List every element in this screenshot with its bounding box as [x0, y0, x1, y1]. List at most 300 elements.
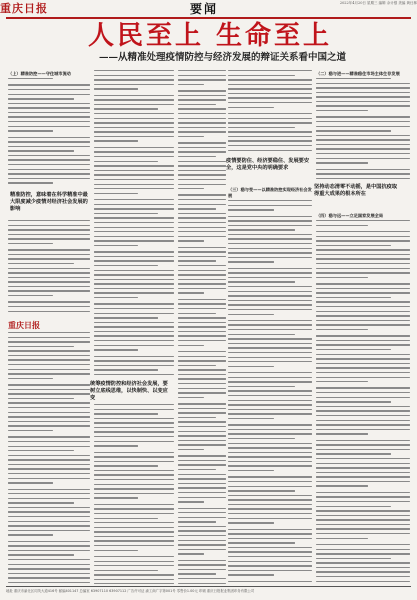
body-text-block: [228, 200, 312, 584]
text-line: [178, 265, 226, 266]
text-line: [8, 295, 53, 296]
text-line: [94, 104, 174, 105]
text-line: [94, 204, 174, 205]
text-line: [316, 387, 410, 388]
text-line: [178, 526, 226, 527]
text-line: [178, 84, 204, 85]
text-line: [178, 535, 226, 536]
article-column-5-top: [316, 70, 410, 182]
text-line: [316, 467, 410, 468]
text-line: [316, 315, 410, 316]
text-line: [94, 456, 174, 457]
text-line: [178, 564, 226, 565]
text-line: [316, 240, 410, 241]
text-line: [316, 272, 410, 273]
text-line: [178, 351, 226, 352]
text-line: [228, 352, 312, 353]
text-line: [178, 508, 226, 509]
text-line: [8, 468, 90, 469]
text-line: [316, 458, 410, 459]
text-line: [228, 433, 312, 434]
text-line: [94, 70, 174, 71]
text-line: [228, 499, 312, 500]
text-line: [8, 182, 53, 183]
text-line: [94, 527, 174, 528]
text-line: [228, 413, 312, 414]
text-line: [94, 413, 158, 414]
text-line: [8, 225, 90, 226]
text-line: [228, 97, 312, 98]
text-line: [178, 497, 226, 498]
text-line: [228, 238, 312, 239]
text-line: [228, 304, 312, 305]
text-line: [178, 408, 226, 409]
text-line: [316, 485, 368, 486]
text-line: [8, 455, 90, 456]
text-line: [94, 488, 174, 489]
text-line: [178, 79, 226, 80]
text-line: [178, 165, 226, 166]
text-line: [316, 476, 410, 477]
text-line: [316, 358, 410, 359]
text-line: [228, 381, 312, 382]
text-line: [8, 346, 74, 347]
article-column-2-top: [94, 70, 174, 378]
text-line: [94, 292, 174, 293]
text-line: [316, 492, 410, 493]
text-line: [228, 409, 312, 410]
text-line: [178, 222, 226, 223]
text-line: [178, 274, 226, 275]
text-line: [316, 162, 368, 163]
text-line: [228, 140, 312, 141]
text-line: [178, 540, 226, 541]
text-line: [228, 377, 312, 378]
text-line: [8, 389, 90, 390]
subheadline: ——从精准处理疫情防控与经济发展的辩证关系看中国之道: [98, 52, 346, 63]
text-line: [94, 504, 174, 505]
text-line: [8, 412, 90, 413]
text-line: [8, 521, 90, 522]
article-column-1-top: [8, 70, 90, 188]
text-line: [94, 441, 174, 442]
text-line: [94, 461, 174, 462]
text-line: [94, 513, 174, 514]
text-line: [316, 148, 410, 149]
text-line: [8, 416, 90, 417]
text-line: [228, 70, 312, 71]
text-line: [94, 508, 174, 509]
text-line: [94, 369, 158, 370]
text-line: [178, 378, 226, 379]
text-line: [94, 326, 174, 327]
text-line: [178, 308, 226, 309]
text-line: [94, 283, 174, 284]
text-line: [178, 340, 226, 341]
text-line: [316, 538, 368, 539]
text-line: [178, 317, 226, 318]
text-line: [178, 299, 226, 300]
text-line: [8, 155, 90, 156]
text-line: [94, 374, 174, 375]
text-line: [178, 460, 226, 461]
text-line: [228, 465, 312, 466]
text-line: [228, 79, 312, 80]
text-line: [316, 249, 410, 250]
text-line: [8, 534, 53, 535]
text-line: [8, 164, 90, 165]
text-line: [316, 263, 410, 264]
text-line: [316, 116, 410, 117]
text-line: [94, 213, 158, 214]
text-line: [178, 553, 204, 554]
text-line: [94, 217, 174, 218]
text-line: [8, 493, 90, 494]
text-line: [178, 492, 226, 493]
body-text-block: [94, 70, 174, 378]
text-line: [228, 257, 312, 258]
text-line: [228, 438, 295, 439]
text-line: [94, 161, 158, 162]
text-line: [228, 395, 312, 396]
text-line: [178, 392, 226, 393]
text-line: [8, 364, 90, 365]
text-line: [94, 236, 174, 237]
text-line: [94, 360, 174, 361]
text-line: [94, 335, 174, 336]
text-line: [316, 110, 368, 111]
text-line: [178, 199, 226, 200]
text-line: [316, 105, 410, 106]
text-line: [228, 243, 312, 244]
text-line: [8, 311, 90, 312]
text-line: [316, 463, 410, 464]
text-line: [94, 240, 174, 241]
text-line: [316, 549, 410, 550]
text-line: [94, 274, 174, 275]
text-line: [94, 479, 174, 480]
text-line: [8, 141, 90, 142]
text-line: [178, 388, 226, 389]
text-line: [316, 96, 410, 97]
text-line: [316, 576, 410, 577]
text-line: [8, 229, 90, 230]
text-line: [228, 522, 274, 523]
text-line: [94, 313, 174, 314]
text-line: [228, 476, 312, 477]
text-line: [8, 577, 90, 578]
text-line: [316, 324, 410, 325]
text-line: [8, 384, 90, 385]
text-line: [316, 268, 410, 269]
text-line: [94, 331, 174, 332]
text-line: [94, 170, 174, 171]
text-line: [316, 297, 391, 298]
text-line: [8, 254, 90, 255]
section-heading-2: （二）稳与进——精准稳住市场主体生存发展: [316, 71, 400, 76]
text-line: [316, 429, 410, 430]
text-line: [94, 536, 174, 537]
text-line: [178, 335, 226, 336]
text-line: [178, 397, 204, 398]
text-line: [8, 441, 90, 442]
text-line: [316, 288, 410, 289]
text-line: [178, 331, 226, 332]
text-line: [94, 550, 138, 551]
newspaper-logo: 重庆日报: [0, 2, 48, 15]
text-line: [94, 561, 174, 562]
text-line: [316, 144, 410, 145]
text-line: [178, 517, 226, 518]
text-line: [178, 478, 226, 479]
text-line: [316, 444, 410, 445]
text-line: [8, 341, 90, 342]
text-line: [178, 474, 226, 475]
text-line: [94, 199, 174, 200]
text-line: [228, 495, 312, 496]
text-line: [8, 436, 90, 437]
text-line: [94, 118, 174, 119]
text-line: [8, 263, 74, 264]
text-line: [316, 301, 410, 302]
text-line: [228, 461, 312, 462]
text-line: [228, 216, 312, 217]
text-line: [316, 87, 410, 88]
text-line: [228, 338, 312, 339]
text-line: [94, 493, 174, 494]
text-line: [228, 75, 295, 76]
text-line: [8, 489, 90, 490]
text-line: [316, 581, 410, 582]
text-line: [228, 291, 312, 292]
text-line: [316, 178, 410, 179]
text-line: [316, 254, 410, 255]
text-line: [228, 229, 295, 230]
text-line: [8, 516, 90, 517]
text-line: [228, 470, 274, 471]
text-line: [316, 367, 410, 368]
text-line: [178, 240, 204, 241]
text-line: [228, 277, 312, 278]
text-line: [178, 142, 226, 143]
text-line: [316, 283, 410, 284]
text-line: [228, 424, 312, 425]
text-line: [8, 173, 90, 174]
text-line: [316, 571, 410, 572]
text-line: [178, 156, 216, 157]
body-text-block: [228, 70, 312, 151]
text-line: [8, 530, 90, 531]
text-line: [228, 300, 312, 301]
text-line: [8, 103, 90, 104]
text-line: [316, 558, 391, 559]
text-line: [228, 248, 312, 249]
text-line: [178, 549, 226, 550]
text-line: [316, 372, 410, 373]
text-line: [228, 366, 274, 367]
text-line: [94, 174, 174, 175]
text-line: [178, 573, 216, 574]
text-line: [8, 337, 90, 338]
body-text-block: [178, 70, 226, 584]
text-line: [8, 407, 90, 408]
text-line: [8, 478, 90, 479]
text-line: [94, 583, 174, 584]
text-line: [8, 137, 90, 138]
text-line: [178, 283, 226, 284]
text-line: [316, 381, 368, 382]
text-line: [228, 88, 312, 89]
text-line: [178, 469, 216, 470]
text-line: [178, 213, 226, 214]
text-line: [316, 258, 410, 259]
footer-info: 地址 重庆市渝北区同茂大道416号 邮编401147 总编室 63907110 63907112 广告许可证 渝工商广字第001号 零售价1.00元 印刷 重庆日报报业集团印务有限公司: [6, 589, 255, 593]
text-line: [94, 317, 158, 318]
text-line: [228, 329, 312, 330]
text-line: [8, 554, 74, 555]
text-line: [178, 70, 226, 71]
text-line: [8, 559, 90, 560]
text-line: [94, 265, 158, 266]
text-line: [316, 363, 410, 364]
headline: 人民至上 生命至上: [87, 21, 333, 51]
text-line: [228, 574, 274, 575]
text-line: [178, 292, 204, 293]
text-line: [8, 277, 90, 278]
text-line: [8, 281, 90, 282]
text-line: [228, 145, 312, 146]
text-line: [228, 551, 312, 552]
text-line: [8, 430, 53, 431]
section-title: 要闻: [190, 2, 219, 16]
text-line: [94, 179, 174, 180]
text-line: [316, 130, 391, 131]
text-line: [8, 150, 74, 151]
text-line: [178, 569, 226, 570]
text-line: [8, 393, 90, 394]
text-line: [178, 208, 216, 209]
text-line: [8, 373, 90, 374]
text-line: [94, 345, 174, 346]
text-line: [94, 151, 174, 152]
text-line: [8, 473, 90, 474]
text-line: [316, 306, 410, 307]
body-text-block: [8, 78, 90, 184]
text-line: [178, 75, 226, 76]
text-line: [94, 279, 174, 280]
text-line: [94, 79, 174, 80]
text-line: [316, 78, 391, 79]
text-line: [228, 565, 312, 566]
text-line: [8, 107, 90, 108]
body-text-block: [94, 404, 174, 584]
text-line: [8, 398, 74, 399]
article-column-5-bottom: [316, 212, 410, 584]
text-line: [228, 127, 295, 128]
text-line: [228, 324, 312, 325]
text-line: [228, 504, 312, 505]
text-line: [94, 297, 138, 298]
text-line: [8, 378, 53, 379]
text-line: [316, 424, 410, 425]
text-line: [94, 474, 174, 475]
text-line: [178, 483, 226, 484]
text-line: [316, 524, 410, 525]
text-line: [178, 322, 226, 323]
text-line: [228, 334, 295, 335]
text-line: [94, 231, 174, 232]
text-line: [316, 453, 391, 454]
text-line: [8, 402, 90, 403]
text-line: [178, 544, 226, 545]
text-line: [178, 449, 204, 450]
text-line: [228, 93, 312, 94]
text-line: [316, 401, 391, 402]
text-line: [8, 121, 90, 122]
text-line: [316, 158, 410, 159]
text-line: [228, 209, 274, 210]
text-line: [94, 84, 174, 85]
text-line: [94, 556, 174, 557]
pullquote-1: 精准防控，意味着在科学精准中最大限度减少疫情对经济社会发展的影响: [10, 192, 88, 212]
text-line: [228, 452, 312, 453]
text-line: [316, 225, 368, 226]
text-line: [8, 286, 90, 287]
text-line: [8, 238, 90, 239]
text-line: [228, 490, 295, 491]
text-line: [94, 208, 174, 209]
text-line: [8, 355, 90, 356]
article-column-1-mid: [8, 220, 90, 316]
text-line: [228, 556, 312, 557]
text-line: [228, 320, 312, 321]
text-line: [316, 126, 410, 127]
text-line: [228, 404, 312, 405]
text-line: [94, 497, 138, 498]
text-line: [94, 422, 174, 423]
text-line: [178, 464, 226, 465]
text-line: [316, 449, 410, 450]
text-line: [94, 193, 138, 194]
text-line: [94, 349, 138, 350]
text-line: [94, 356, 174, 357]
text-line: [316, 544, 410, 545]
text-line: [178, 95, 226, 96]
text-line: [94, 270, 174, 271]
newspaper-logo-small: 重庆日报: [8, 320, 40, 330]
text-line: [178, 256, 226, 257]
text-line: [316, 335, 410, 336]
text-line: [316, 277, 368, 278]
text-line: [316, 121, 410, 122]
text-line: [178, 440, 226, 441]
text-line: [178, 194, 226, 195]
text-line: [178, 313, 216, 314]
body-text-block: [8, 220, 90, 312]
text-line: [94, 522, 174, 523]
text-line: [8, 290, 90, 291]
text-line: [316, 506, 391, 507]
text-line: [94, 465, 158, 466]
text-line: [228, 400, 312, 401]
text-line: [228, 447, 312, 448]
pullquote-3: 疫情要防住、经济要稳住、发展要安全，这是党中央的明确要求: [226, 158, 310, 171]
text-line: [178, 426, 226, 427]
text-line: [178, 421, 226, 422]
text-line: [316, 231, 410, 232]
text-line: [178, 104, 216, 105]
text-line: [178, 260, 216, 261]
